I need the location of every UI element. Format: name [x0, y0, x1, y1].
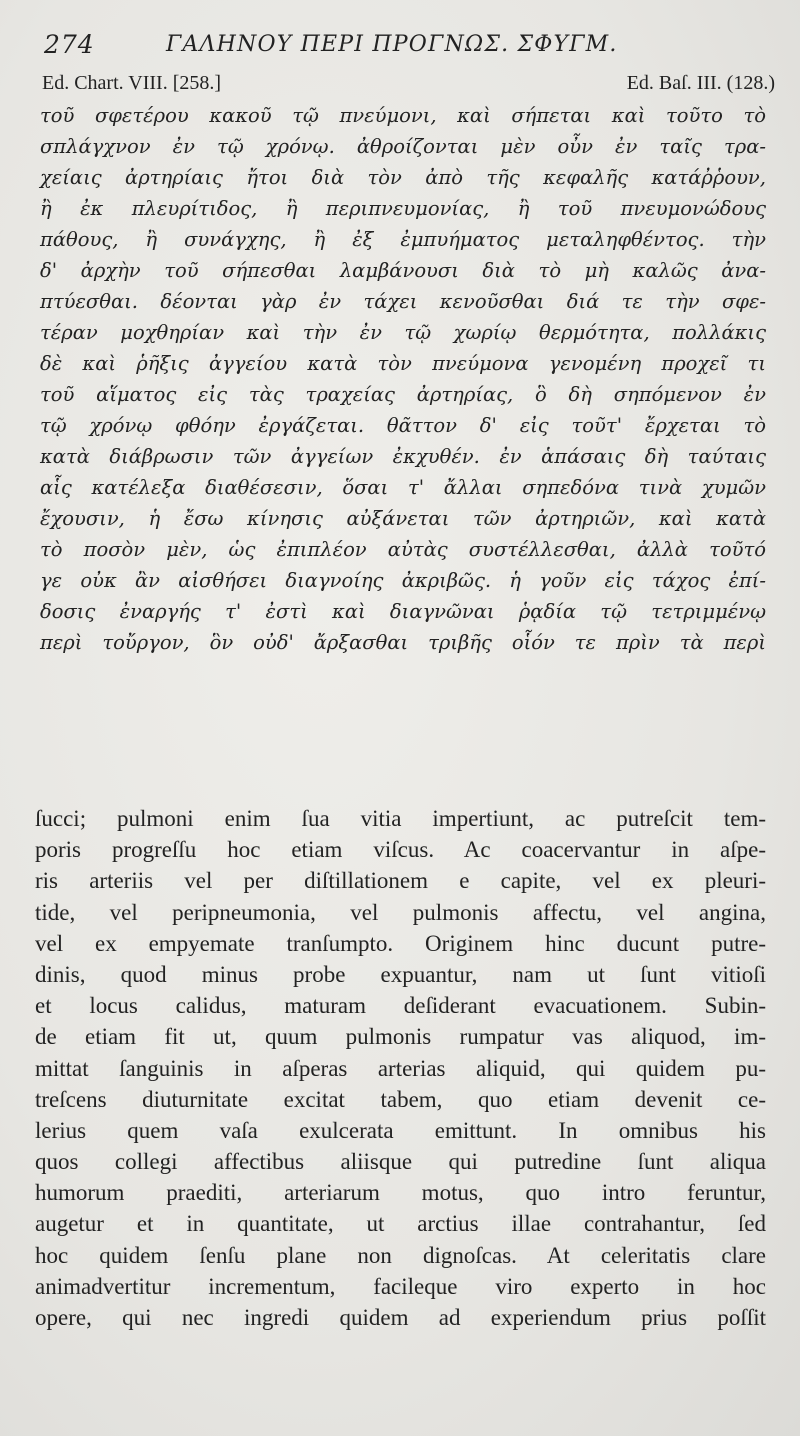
latin-text-line: mittat ſanguinis in aſperas arterias aliquid, qui quidem pu-: [35, 1055, 766, 1081]
latin-text-line: hoc quidem ſenſu plane non dignoſcas. At celeritatis clare: [35, 1242, 766, 1268]
greek-text-line: ἔχουσιν, ἡ ἔσω κίνησις αὐξάνεται τῶν ἀρτηριῶν, καὶ κατὰ: [40, 507, 766, 530]
latin-text-line: augetur et in quantitate, ut arctius illae contrahantur, ſed: [35, 1211, 766, 1237]
latin-text-line: animadvertitur incrementum, facileque viro experto in hoc: [35, 1273, 766, 1299]
greek-text-line: τέραν μοχθηρίαν καὶ τὴν ἐν τῷ χωρίῳ θερμότητα, πολλάκις: [40, 321, 766, 344]
latin-text-line: de etiam fit ut, quum pulmonis rumpatur vas aliquod, im-: [35, 1024, 766, 1050]
latin-text-line: et locus calidus, maturam deſiderant evacuationem. Subin-: [35, 993, 766, 1019]
latin-text-line: poris progreſſu hoc etiam viſcus. Ac coacervantur in aſpe-: [35, 837, 766, 863]
greek-text-line: δὲ καὶ ῥῆξις ἀγγείου κατὰ τὸν πνεύμονα γενομένη προχεῖ τι: [40, 352, 766, 375]
running-head: [40, 28, 775, 62]
latin-text-line: treſcens diuturnitate excitat tabem, quo etiam devenit ce-: [35, 1086, 766, 1112]
latin-text-line: ſucci; pulmoni enim ſua vitia impertiunt, ac putreſcit tem-: [35, 806, 766, 831]
greek-text-line: δ' ἀρχὴν τοῦ σήπεσθαι λαμβάνουσι διὰ τὸ μὴ καλῶς ἀνα-: [40, 259, 766, 282]
greek-text-line: πτύεσθαι. δέονται γὰρ ἐν τάχει κενοῦσθαι διά τε τὴν σφε-: [40, 290, 766, 313]
greek-text-line: αἷς κατέλεξα διαθέσεσιν, ὅσαι τ' ἄλλαι σηπεδόνα τινὰ χυμῶν: [40, 476, 766, 499]
greek-text-line: τῷ χρόνῳ φθόην ἐργάζεται. θᾶττον δ' εἰς τοῦτ' ἔρχεται τὸ: [40, 414, 766, 437]
latin-text-line: dinis, quod minus probe expuantur, nam ut ſunt vitioſi: [35, 961, 766, 987]
edition-basel-reference: Ed. Baſ. III. (128.): [626, 72, 775, 94]
greek-text-line: γε οὐκ ἂν αἰσθήσει διαγνοίης ἀκριβῶς. ἡ γοῦν εἰς τάχος ἐπί-: [40, 569, 766, 592]
greek-text-line: τὸ ποσὸν μὲν, ὡς ἐπιπλέον αὐτὰς συστέλλεσθαι, ἀλλὰ τοῦτό: [40, 538, 766, 561]
page-number: 274: [44, 30, 95, 59]
greek-text-line: περὶ τοὔργον, ὃν οὐδ' ἄρξασθαι τριβῆς οἷόν τε πρὶν τὰ περὶ: [40, 631, 766, 654]
latin-text-line: lerius quem vaſa exulcerata emittunt. In omnibus his: [35, 1117, 766, 1143]
greek-text-line: τοῦ σφετέρου κακοῦ τῷ πνεύμονι, καὶ σήπεται καὶ τοῦτο τὸ: [40, 104, 766, 127]
running-title: ΓΑΛΗΝΟΥ ΠΕΡΙ ΠΡΟΓΝΩΣ. ΣΦΥΓΜ.: [166, 32, 618, 57]
greek-text-line: ἢ ἐκ πλευρίτιδος, ἢ περιπνευμονίας, ἢ τοῦ πνευμονώδους: [40, 197, 766, 220]
greek-text-line: πάθους, ἢ συνάγχης, ἢ ἐξ ἐμπυήματος μεταληφθέντος. τὴν: [40, 228, 766, 251]
latin-text-block: [35, 803, 766, 1333]
latin-text-line: ris arteriis vel per diſtillationem e capite, vel ex pleuri-: [35, 868, 766, 894]
latin-text-line: tide, vel peripneumonia, vel pulmonis affectu, vel angina,: [35, 899, 766, 925]
latin-text-line: quos collegi affectibus aliisque qui putredine ſunt aliqua: [35, 1149, 766, 1175]
greek-text-line: τοῦ αἵματος εἰς τὰς τραχείας ἀρτηρίας, ὃ δὴ σηπόμενον ἐν: [40, 383, 766, 406]
latin-text-line: opere, qui nec ingredi quidem ad experiendum prius poſſit: [35, 1305, 766, 1330]
greek-text-line: χείαις ἀρτηρίαις ἤτοι διὰ τὸν ἀπὸ τῆς κεφαλῆς κατάῤῥουν,: [40, 166, 766, 189]
greek-text-line: κατὰ διάβρωσιν τῶν ἀγγείων ἐκχυθέν. ἐν ἁπάσαις δὴ ταύταις: [40, 445, 766, 468]
greek-text-block: [40, 100, 766, 658]
edition-chartier-reference: Ed. Chart. VIII. [258.]: [42, 72, 222, 94]
latin-text-line: humorum praediti, arteriarum motus, quo intro feruntur,: [35, 1180, 766, 1206]
edition-references: [40, 72, 775, 98]
greek-text-line: σπλάγχνον ἐν τῷ χρόνῳ. ἀθροίζονται μὲν οὖν ἐν ταῖς τρα-: [40, 135, 766, 158]
greek-text-line: δοσις ἐναργής τ' ἐστὶ καὶ διαγνῶναι ῥᾳδία τῷ τετριμμένῳ: [40, 600, 766, 623]
latin-text-line: vel ex empyemate tranſumpto. Originem hinc ducunt putre-: [35, 930, 766, 956]
